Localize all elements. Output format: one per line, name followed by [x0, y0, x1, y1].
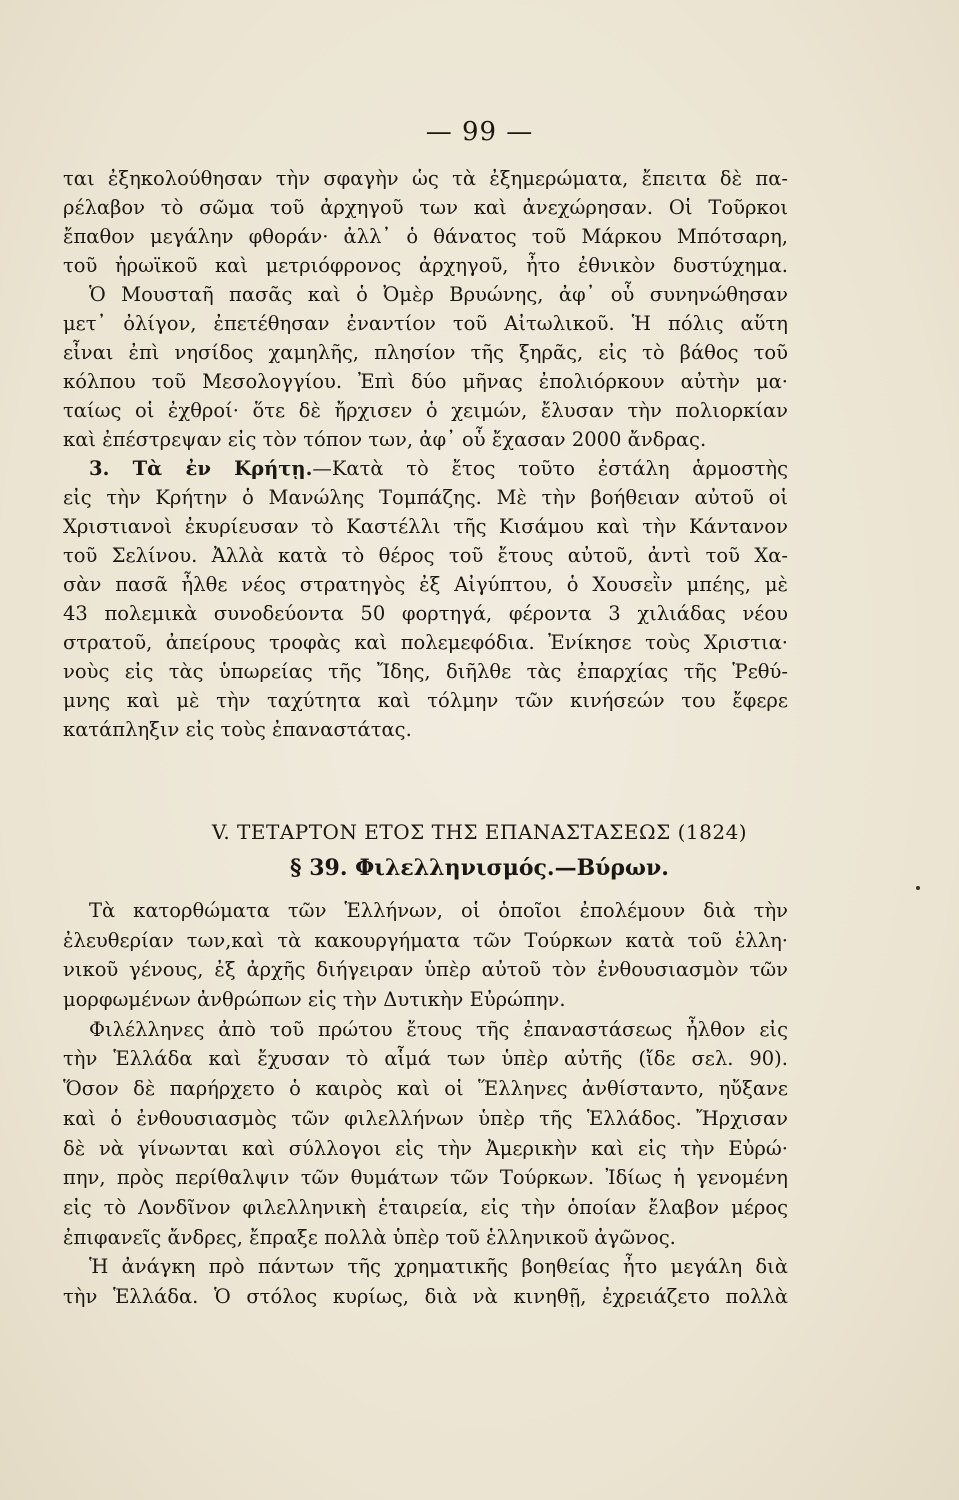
chapter-title: V. ΤΕΤΑΡΤΟΝ ΕΤΟΣ ΤΗΣ ΕΠΑΝΑΣΤΑΣΕΩΣ (1824) — [211, 820, 748, 844]
text-line: ἐπιφανεῖς ἄνδρες, ἔπραξε πολλὰ ὑπὲρ τοῦ ἑλληνικοῦ ἀγῶνος. — [63, 1225, 676, 1249]
text-line: Χριστιανοὶ ἐκυρίευσαν τὸ Καστέλλι τῆς Κισάμου καὶ τὴν Κάντανον — [63, 515, 788, 538]
text-line: μνης καὶ μὲ τὴν ταχύτητα καὶ τόλμην τῶν κινήσεών του ἔφερε — [63, 689, 788, 712]
crete-heading: 3. Τὰ ἐν Κρήτῃ. — [89, 457, 313, 480]
text-line: στρατοῦ, ἀπείρους τροφὰς καὶ πολεμεφόδια. Ἐνίκησε τοὺς Χριστια· — [63, 631, 788, 654]
text-line: τὴν Ἑλλάδα. Ὁ στόλος κυρίως, διὰ νὰ κινηθῇ, ἐχρειάζετο πολλὰ — [63, 1284, 788, 1308]
text-line: Τὰ κατορθώματα τῶν Ἑλλήνων, οἱ ὁποῖοι ἐπολέμουν διὰ τὴν — [89, 899, 788, 922]
section-title: § 39. Φιλελληνισμός.—Βύρων. — [290, 855, 669, 881]
text-line: τοῦ ἡρωϊκοῦ καὶ μετριόφρονος ἀρχηγοῦ, ἦτο ἐθνικὸν δυστύχημα. — [63, 254, 788, 277]
text-line: κόλπου τοῦ Μεσολογγίου. Ἐπὶ δύο μῆνας ἐπολιόρκουν αὐτὴν μα· — [63, 370, 788, 393]
page-number: — 99 — — [425, 117, 534, 147]
text-line: εἶναι ἐπὶ νησίδος χαμηλῆς, πλησίον τῆς ξηρᾶς, εἰς τὸ βάθος τοῦ — [63, 341, 788, 364]
ink-dot — [916, 886, 920, 890]
text-line: ταίως οἱ ἐχθροί· ὅτε δὲ ἤρχισεν ὁ χειμών, ἔλυσαν τὴν πολιορκίαν — [63, 399, 788, 422]
text-line: Φιλέλληνες ἀπὸ τοῦ πρώτου ἔτους τῆς ἐπαναστάσεως ἦλθον εἰς — [89, 1017, 788, 1041]
text-line: τὴν Ἑλλάδα καὶ ἔχυσαν τὸ αἷμά των ὑπὲρ αὐτῆς (ἴδε σελ. 90). — [63, 1047, 788, 1071]
text-line: νοὺς εἰς τὰς ὑπωρείας τῆς Ἴδης, διῆλθε τὰς ἐπαρχίας τῆς Ῥεθύ- — [63, 660, 788, 683]
text-line: κατάπληξιν εἰς τοὺς ἐπαναστάτας. — [63, 718, 412, 741]
text-line: 43 πολεμικὰ συνοδεύοντα 50 φορτηγά, φέροντα 3 χιλιάδας νέου — [63, 602, 788, 625]
crete-heading-line — [63, 454, 788, 483]
crete-heading-rest: —Κατὰ τὸ ἔτος τοῦτο ἐστάλη ἁρμοστὴς — [312, 457, 788, 480]
text-line: ρέλαβον τὸ σῶμα τοῦ ἀρχηγοῦ των καὶ ἀνεχώρησαν. Οἱ Τοῦρκοι — [63, 196, 788, 219]
text-line: μετ᾽ ὀλίγον, ἐπετέθησαν ἐναντίον τοῦ Αἰτωλικοῦ. Ἡ πόλις αὕτη — [63, 312, 788, 335]
text-line: τοῦ Σελίνου. Ἀλλὰ κατὰ τὸ θέρος τοῦ ἔτους αὐτοῦ, ἀντὶ τοῦ Χα- — [63, 544, 788, 567]
body-text-bottom — [63, 896, 788, 1312]
text-line: καὶ ἐπέστρεψαν εἰς τὸν τόπον των, ἀφ᾽ οὗ ἔχασαν 2000 ἄνδρας. — [63, 428, 707, 451]
text-line: Ὅσον δὲ παρήρχετο ὁ καιρὸς καὶ οἱ Ἕλληνες ἀνθίσταντο, ηὔξανε — [63, 1077, 788, 1101]
text-line: ται ἐξηκολούθησαν τὴν σφαγὴν ὡς τὰ ἐξημερώματα, ἔπειτα δὲ πα- — [63, 167, 788, 190]
body-text-top — [63, 164, 788, 744]
text-line: ἐλευθερίαν των,καὶ τὰ κακουργήματα τῶν Τούρκων κατὰ τοῦ ἑλλη· — [63, 928, 788, 952]
text-line: ἔπαθον μεγάλην φθοράν· ἀλλ᾽ ὁ θάνατος τοῦ Μάρκου Μπότσαρη, — [63, 225, 788, 248]
text-line: πην, πρὸς περίθαλψιν τῶν θυμάτων τῶν Τούρκων. Ἰδίως ἡ γενομένη — [63, 1166, 788, 1190]
text-line: σὰν πασᾶ ἦλθε νέος στρατηγὸς ἐξ Αἰγύπτου, ὁ Χουσεῒν μπέης, μὲ — [63, 573, 788, 596]
text-line: Ὁ Μουσταῆ πασᾶς καὶ ὁ Ὀμὲρ Βρυώνης, ἀφ᾽ οὗ συνηνώθησαν — [89, 283, 788, 306]
text-line: καὶ ὁ ἐνθουσιασμὸς τῶν φιλελλήνων ὑπὲρ τῆς Ἑλλάδος. Ἤρχισαν — [63, 1106, 788, 1130]
text-line: εἰς τὴν Κρήτην ὁ Μανώλης Τομπάζης. Μὲ τὴν βοήθειαν αὐτοῦ οἱ — [63, 486, 788, 509]
text-line: εἰς τὸ Λονδῖνον φιλελληνικὴ ἑταιρεία, εἰς τὴν ὁποίαν ἔλαβον μέρος — [63, 1195, 788, 1219]
text-line: νικοῦ γένους, ἐξ ἀρχῆς διήγειραν ὑπὲρ αὐτοῦ τὸν ἐνθουσιασμὸν τῶν — [63, 958, 788, 982]
text-line: δὲ νὰ γίνωνται καὶ σύλλογοι εἰς τὴν Ἀμερικὴν καὶ εἰς τὴν Εὐρώ· — [63, 1136, 788, 1160]
text-line: μορφωμένων ἀνθρώπων εἰς τὴν Δυτικὴν Εὐρώπην. — [63, 988, 566, 1012]
text-line: Ἡ ἀνάγκη πρὸ πάντων τῆς χρηματικῆς βοηθείας ἦτο μεγάλη διὰ — [89, 1255, 788, 1279]
